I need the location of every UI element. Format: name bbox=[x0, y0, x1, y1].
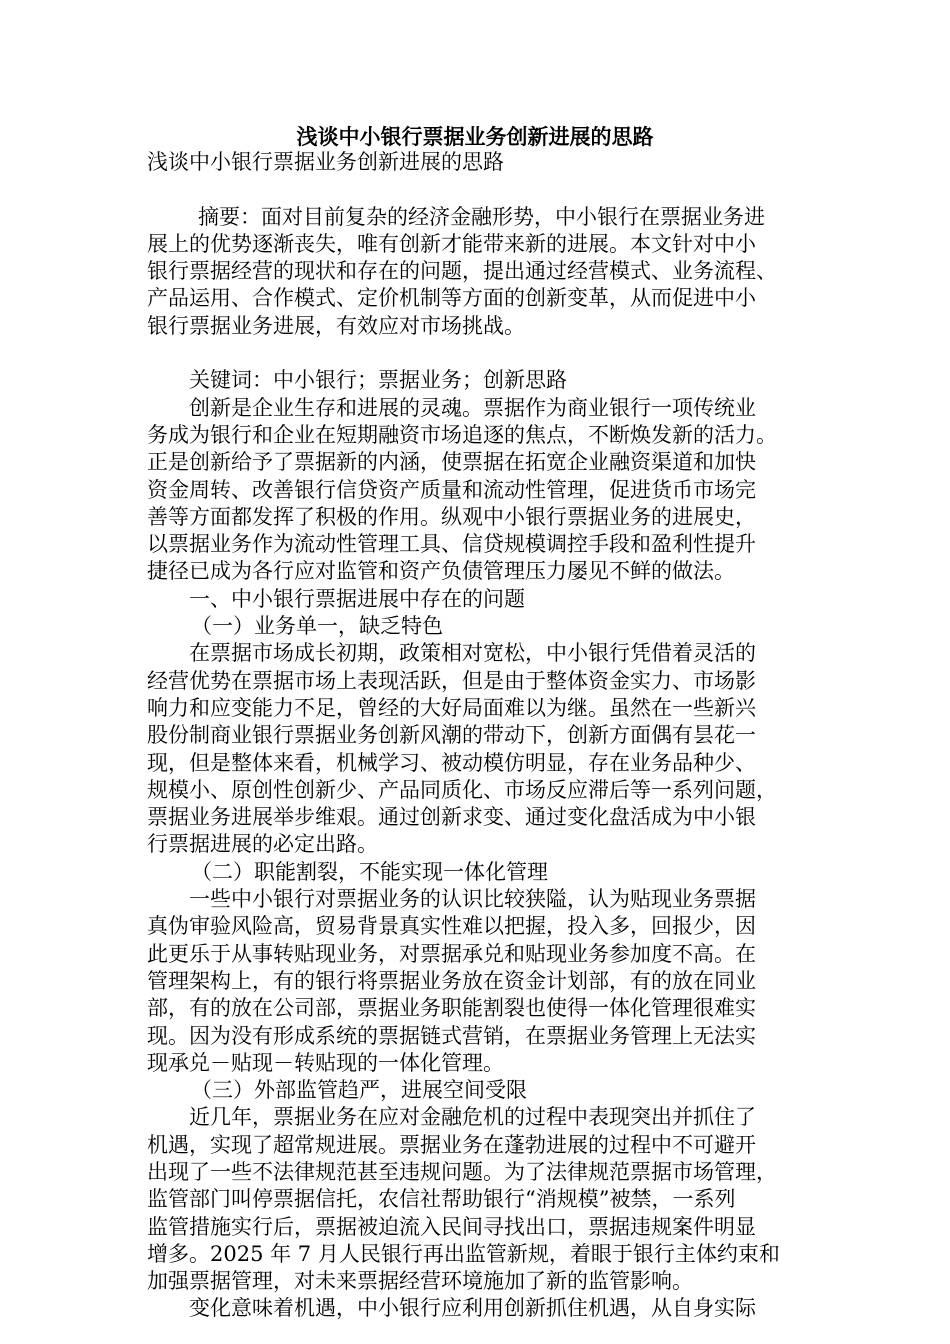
document-title: 浅谈中小银行票据业务创新进展的思路 bbox=[296, 125, 654, 149]
subsection-2-paragraph bbox=[147, 886, 807, 1077]
abstract-paragraph bbox=[147, 204, 807, 340]
body-line: 增多。2025 年 7 月人民银行再出监管新规，着眼于银行主体约束和 bbox=[147, 1241, 780, 1266]
body-line: 一些中小银行对票据业务的认识比较狭隘，认为贴现业务票据 bbox=[189, 887, 756, 912]
body-line: 管理架构上，有的银行将票据业务放在资金计划部，有的放在同业 bbox=[147, 968, 756, 993]
body-line: 部，有的放在公司部，票据业务职能割裂也使得一体化管理很难实 bbox=[147, 996, 756, 1021]
body-line: 机遇，实现了超常规进展。票据业务在蓬勃进展的过程中不可避开 bbox=[147, 1132, 756, 1157]
body-line: 票据业务进展举步维艰。通过创新求变、通过变化盘活成为中小银 bbox=[147, 805, 756, 830]
document-body bbox=[147, 149, 807, 1323]
intro-line: 资金周转、改善银行信贷资产质量和流动性管理，促进货币市场完 bbox=[147, 477, 756, 502]
body-line: 现。因为没有形成系统的票据链式营销，在票据业务管理上无法实 bbox=[147, 1023, 756, 1048]
body-line: 响力和应变能力不足，曾经的大好局面难以为继。虽然在一些新兴 bbox=[147, 695, 756, 720]
body-line: 加强票据管理，对未来票据经营环境施加了新的监管影响。 bbox=[147, 1269, 693, 1294]
abstract-line: 摘要：面对目前复杂的经济金融形势，中小银行在票据业务进 bbox=[198, 204, 765, 229]
subsection-3-paragraph bbox=[147, 1104, 807, 1295]
subsection-heading: （三）外部监管趋严，进展空间受限 bbox=[191, 1078, 527, 1103]
intro-line: 善等方面都发挥了积极的作用。纵观中小银行票据业务的进展史， bbox=[147, 504, 756, 529]
subsection-1-paragraph bbox=[147, 640, 807, 858]
body-line: 监管部门叫停票据信托，农信社帮助银行“消规模”被禁，一系列 bbox=[147, 1187, 736, 1212]
section-heading: 一、中小银行票据进展中存在的问题 bbox=[189, 586, 525, 611]
abstract-line: 展上的优势逐渐丧失，唯有创新才能带来新的进展。本文针对中小 bbox=[147, 231, 756, 256]
body-line: 股份制商业银行票据业务创新风潮的带动下，创新方面偶有昙花一 bbox=[147, 723, 756, 748]
body-line: 变化意味着机遇，中小银行应利用创新抓住机遇，从自身实际 bbox=[189, 1296, 756, 1321]
intro-line: 创新是企业生存和进展的灵魂。票据作为商业银行一项传统业 bbox=[189, 395, 756, 420]
blank-line bbox=[147, 340, 807, 367]
body-line: 真伪审验风险高，贸易背景真实性难以把握，投入多，回报少，因 bbox=[147, 914, 756, 939]
intro-line: 务成为银行和企业在短期融资市场追逐的焦点，不断焕发新的活力。 bbox=[147, 422, 777, 447]
body-line: 规模小、原创性创新少、产品同质化、市场反应滞后等一系列问题， bbox=[147, 777, 777, 802]
intro-line: 捷径已成为各行应对监管和资产负债管理压力屡见不鲜的做法。 bbox=[147, 559, 735, 584]
body-line: 行票据进展的必定出路。 bbox=[147, 832, 378, 857]
abstract-line: 银行票据经营的现状和存在的问题，提出通过经营模式、业务流程、 bbox=[147, 259, 777, 284]
keywords-line: 关键词：中小银行；票据业务；创新思路 bbox=[189, 368, 567, 393]
body-line: 现，但是整体来看，机械学习、被动模仿明显，存在业务品种少、 bbox=[147, 750, 756, 775]
body-line: 监管措施实行后，票据被迫流入民间寻找出口，票据违规案件明显 bbox=[147, 1214, 756, 1239]
body-line: 近几年，票据业务在应对金融危机的过程中表现突出并抓住了 bbox=[189, 1105, 756, 1130]
abstract-line: 银行票据业务进展，有效应对市场挑战。 bbox=[147, 313, 525, 338]
intro-line: 以票据业务作为流动性管理工具、信贷规模调控手段和盈利性提升 bbox=[147, 532, 756, 557]
document-subtitle: 浅谈中小银行票据业务创新进展的思路 bbox=[147, 150, 504, 174]
intro-line: 正是创新给予了票据新的内涵，使票据在拓宽企业融资渠道和加快 bbox=[147, 450, 756, 475]
blank-line bbox=[147, 176, 807, 203]
body-line: 在票据市场成长初期，政策相对宽松，中小银行凭借着灵活的 bbox=[189, 641, 756, 666]
subsection-heading: （一）业务单一，缺乏特色 bbox=[191, 614, 443, 639]
body-line: 经营优势在票据市场上表现活跃，但是由于整体资金实力、市场影 bbox=[147, 668, 756, 693]
body-line: 此更乐于从事转贴现业务，对票据承兑和贴现业务参加度不高。在 bbox=[147, 941, 756, 966]
body-line: 出现了一些不法律规范甚至违规问题。为了法律规范票据市场管理， bbox=[147, 1159, 777, 1184]
abstract-line: 产品运用、合作模式、定价机制等方面的创新变革，从而促进中小 bbox=[147, 286, 756, 311]
subsection-heading: （二）职能割裂，不能实现一体化管理 bbox=[191, 859, 548, 884]
body-line: 现承兑－贴现－转贴现的一体化管理。 bbox=[147, 1050, 504, 1075]
intro-paragraph bbox=[147, 395, 807, 586]
